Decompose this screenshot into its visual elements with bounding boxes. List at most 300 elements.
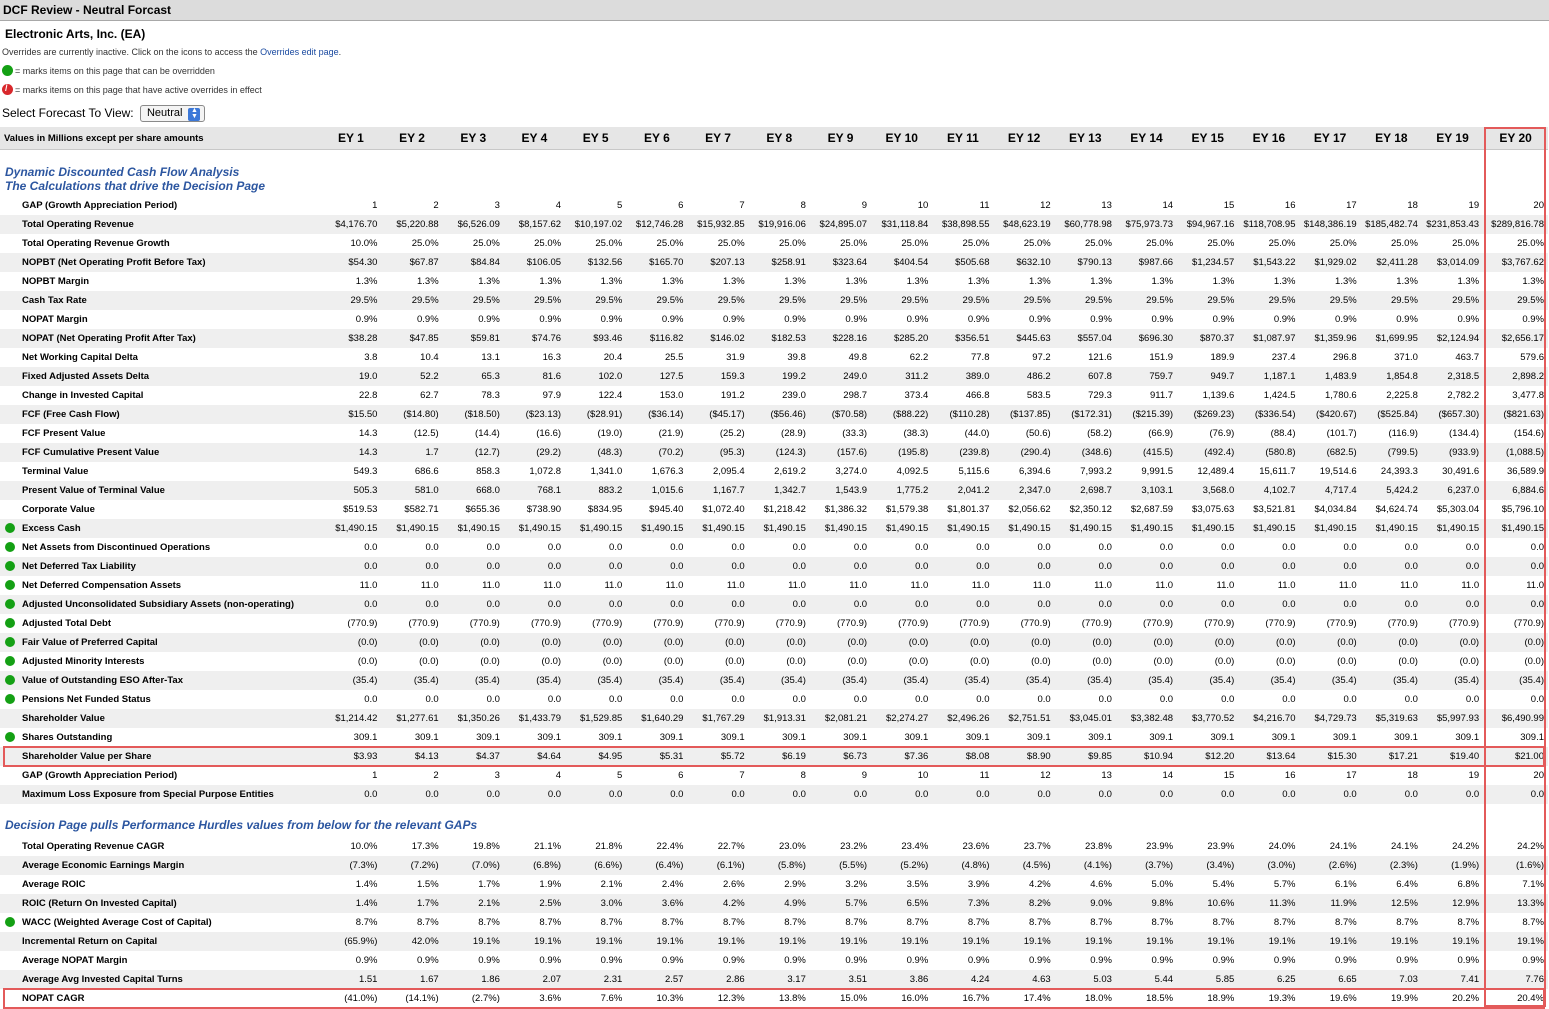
cell-value: 25.0% (717, 238, 745, 249)
row-label (0, 951, 320, 970)
cell-value: 6.1% (1335, 879, 1357, 890)
cell-value: $19.40 (1422, 747, 1483, 766)
window-title: DCF Review - Neutral Forcast (0, 0, 1549, 21)
row-label (0, 989, 320, 1008)
cell-value: 2,619.2 (774, 466, 806, 477)
cell-value: $1,490.15 (1116, 519, 1177, 538)
cell-value: 298.7 (843, 390, 868, 401)
cell-value: (770.9) (1081, 618, 1112, 629)
cell-value: $1,490.15 (381, 519, 442, 538)
cell-value: 2,041.2 (932, 481, 993, 500)
cell-value: $1,234.57 (1177, 253, 1238, 272)
cell-value: (25.2) (719, 428, 745, 439)
row-label (0, 576, 320, 595)
row-label-text: NOPBT (Net Operating Profit Before Tax) (22, 257, 206, 268)
cell-value: 1 (372, 770, 378, 781)
cell-value: (35.4) (1055, 671, 1116, 690)
table-row (0, 215, 1548, 234)
row-label-text: Maximum Loss Exposure from Special Purpose Entities (22, 789, 274, 800)
cell-value: (16.6) (536, 428, 562, 439)
table-row (0, 690, 1548, 709)
row-label-text: ROIC (Return On Invested Capital) (22, 898, 177, 909)
cell-value: $5,220.88 (381, 215, 442, 234)
override-icon[interactable] (5, 637, 15, 647)
cell-value: 9.0% (1055, 894, 1116, 913)
row-label (0, 671, 320, 690)
cell-value: 309.1 (1271, 732, 1296, 743)
cell-value: (580.8) (1238, 443, 1299, 462)
cell-value: 11.0 (726, 580, 745, 591)
table-row (0, 614, 1548, 633)
cell-value: 0.9% (417, 314, 439, 325)
cell-value: 5 (616, 200, 623, 211)
cell-value: $10.94 (1116, 747, 1177, 766)
cell-value: 0.0 (1483, 785, 1548, 804)
cell-value: 309.1 (476, 732, 500, 743)
year-header: EY 1 (320, 127, 381, 150)
cell-value: 0.9% (845, 955, 868, 966)
cell-value: 0.9% (539, 955, 562, 966)
green-legend (2, 65, 215, 76)
cell-value: (0.0) (1398, 656, 1418, 667)
row-label-text: Shares Outstanding (22, 732, 113, 743)
cell-value: 309.1 (1149, 732, 1174, 743)
cell-value: 24.0% (1268, 841, 1296, 852)
forecast-select[interactable] (140, 105, 205, 122)
cell-value: 2.4% (661, 879, 684, 890)
forecast-select-value: Neutral (146, 107, 183, 119)
cell-value: (5.2%) (871, 856, 932, 875)
cell-value: $21.00 (1483, 747, 1548, 766)
cell-value: $5.31 (626, 747, 687, 766)
cell-value: 583.5 (1026, 390, 1051, 401)
override-icon[interactable] (5, 561, 15, 571)
cell-value: 0.9% (1396, 314, 1418, 325)
cell-value: 1,483.9 (1300, 367, 1361, 386)
cell-value: 8.7% (661, 917, 684, 928)
cell-value: 0.0 (1238, 557, 1299, 576)
row-label-text: Cash Tax Rate (22, 295, 87, 306)
row-label (0, 329, 320, 348)
cell-value: ($14.80) (381, 405, 442, 424)
cell-value: 24.2% (1517, 841, 1544, 852)
cell-value: (66.9) (1148, 428, 1174, 439)
cell-value: 1.3% (723, 276, 745, 287)
cell-value: $445.63 (993, 329, 1054, 348)
cell-value: 1.3% (1522, 276, 1544, 287)
cell-value: (0.0) (687, 633, 748, 652)
cell-value: 0.0 (547, 542, 562, 553)
cell-value: 11.9% (1300, 894, 1361, 913)
cell-value: (35.4) (1238, 671, 1299, 690)
cell-value: (95.3) (687, 443, 748, 462)
cell-value: 0.9% (600, 314, 623, 325)
cell-value: 2,095.4 (712, 466, 745, 477)
override-icon[interactable] (5, 618, 15, 628)
cell-value: 3.2% (845, 879, 868, 890)
cell-value: $94,967.16 (1177, 215, 1238, 234)
cell-value: 1.5% (417, 879, 439, 890)
cell-value: $3,045.01 (1055, 709, 1116, 728)
cell-value: 0.9% (1029, 955, 1051, 966)
cell-value: 1,424.5 (1263, 390, 1296, 401)
table-row (0, 538, 1548, 557)
cell-value: 0.0 (1530, 542, 1544, 553)
cell-value: (770.9) (530, 618, 562, 629)
cell-value: (348.6) (1055, 443, 1116, 462)
override-icon[interactable] (5, 542, 15, 552)
cell-value: 8.7% (1457, 917, 1480, 928)
overrides-edit-link[interactable]: Overrides edit page (260, 47, 339, 57)
cell-value: 5 (616, 770, 623, 781)
table-row (0, 557, 1548, 576)
cell-value: 25.5 (664, 352, 684, 363)
table-header-row (0, 127, 1548, 150)
cell-value: 8.7% (723, 917, 745, 928)
cell-value: (0.0) (381, 633, 442, 652)
cell-value: 17.4% (1023, 993, 1051, 1004)
year-header: EY 3 (443, 127, 504, 150)
cell-value: 2.9% (784, 879, 806, 890)
override-icon[interactable] (5, 599, 15, 609)
cell-value: 1.3% (1273, 276, 1296, 287)
cell-value: $5,303.04 (1436, 504, 1480, 515)
cell-value: 0.0 (381, 785, 442, 804)
cell-value: 0.0 (1098, 694, 1112, 705)
cell-value: $289,816.78 (1483, 215, 1548, 234)
table-row (0, 875, 1548, 894)
override-icon[interactable] (5, 675, 15, 685)
cell-value: 22.7% (717, 841, 745, 852)
cell-value: 6,884.6 (1483, 481, 1548, 500)
cell-value: 911.7 (1150, 390, 1174, 401)
cell-value: $165.70 (626, 253, 687, 272)
cell-value: 0.9% (1335, 314, 1357, 325)
table-row (0, 766, 1548, 785)
cell-value: 20 (1533, 200, 1544, 211)
cell-value: (19.0) (597, 428, 623, 439)
row-label-text: Fixed Adjusted Assets Delta (22, 371, 150, 382)
cell-value: 0.9% (539, 314, 562, 325)
cell-value: (0.0) (908, 656, 929, 667)
row-label (0, 837, 320, 856)
cell-value: 19.1% (1055, 932, 1116, 951)
cell-value: $59.81 (443, 329, 504, 348)
cell-value: 463.7 (1455, 352, 1480, 363)
cell-value: 1.3% (1151, 276, 1174, 287)
cell-value: 0.0 (792, 694, 806, 705)
cell-value: $15.50 (320, 405, 381, 424)
cell-value: $60,778.98 (1055, 215, 1116, 234)
cell-value: 0.0 (1159, 694, 1174, 705)
cell-value: 29.5% (1422, 291, 1483, 310)
cell-value: 29.5% (932, 291, 993, 310)
row-label-text: NOPBT Margin (22, 276, 90, 287)
table-row (0, 310, 1548, 329)
cell-value: 5.4% (1212, 879, 1235, 890)
cell-value: 19.1% (626, 932, 687, 951)
cell-value: 19.1% (993, 932, 1054, 951)
cell-value: 0.0 (1343, 694, 1357, 705)
cell-value: 1.3% (661, 276, 684, 287)
cell-value: 24,393.3 (1380, 466, 1418, 477)
cell-value: 19.1% (1361, 932, 1422, 951)
override-icon[interactable] (5, 580, 15, 590)
cell-value: $519.53 (343, 504, 378, 515)
cell-value: 0.9% (600, 955, 623, 966)
cell-value: 29.5% (443, 291, 504, 310)
override-icon[interactable] (5, 694, 15, 704)
cell-value: $1,490.15 (1238, 519, 1299, 538)
cell-value: 0.0 (993, 595, 1054, 614)
cell-value: $1,490.15 (626, 519, 687, 538)
cell-value: 2,347.0 (993, 481, 1054, 500)
cell-value: 29.5% (381, 291, 442, 310)
cell-value: 8.7% (1151, 917, 1174, 928)
cell-value: 0.0 (504, 785, 565, 804)
cell-value: (0.0) (1092, 656, 1112, 667)
cell-value: (2.6%) (1300, 856, 1361, 875)
cell-value: 0.0 (1300, 557, 1361, 576)
cell-value: 29.5% (1055, 291, 1116, 310)
cell-value: 11.0 (1461, 580, 1480, 591)
cell-value: 18.9% (1207, 993, 1235, 1004)
cell-value: (415.5) (1116, 443, 1177, 462)
cell-value: 2,898.2 (1483, 367, 1548, 386)
cell-value: 2.1% (600, 879, 623, 890)
cell-value: $1,913.31 (749, 709, 810, 728)
cell-value: 29.5% (320, 291, 381, 310)
cell-value: 29.5% (993, 291, 1054, 310)
cell-value: 309.1 (659, 732, 684, 743)
cell-value: 4.6% (1090, 879, 1112, 890)
cell-value: $8,157.62 (504, 215, 565, 234)
cell-value: 858.3 (476, 466, 500, 477)
cell-value: (0.0) (320, 633, 381, 652)
overrides-note-text: Overrides are currently inactive. Click on the icons to access the (2, 47, 261, 57)
cell-value: 0.0 (810, 785, 871, 804)
cell-value: ($56.46) (749, 405, 810, 424)
cell-value: 0.0 (1465, 694, 1480, 705)
cell-value: (770.9) (1326, 618, 1357, 629)
cell-value: 24.2% (1452, 841, 1480, 852)
cell-value: 5.0% (1151, 879, 1174, 890)
cell-value: 11.0 (665, 580, 684, 591)
cell-value: $323.64 (810, 253, 871, 272)
cell-value: $1,490.15 (504, 519, 565, 538)
cell-value: 30,491.6 (1442, 466, 1480, 477)
cell-value: (770.9) (898, 618, 929, 629)
row-label (0, 690, 320, 709)
cell-value: $9.85 (1055, 747, 1116, 766)
row-label (0, 709, 320, 728)
cell-value: (50.6) (1025, 428, 1051, 439)
overrides-note-suffix: . (338, 47, 342, 57)
cell-value: 1.3% (417, 276, 439, 287)
row-label (0, 747, 320, 766)
section-title: Dynamic Discounted Cash Flow Analysis (5, 165, 240, 179)
cell-value: $17.21 (1361, 747, 1422, 766)
cell-value: (35.4) (1116, 671, 1177, 690)
cell-value: 0.9% (1522, 955, 1544, 966)
cell-value: (770.9) (408, 618, 439, 629)
cell-value: 0.9% (417, 955, 439, 966)
cell-value: 0.0 (1465, 542, 1480, 553)
cell-value: $5,997.93 (1422, 709, 1483, 728)
cell-value: $38.28 (320, 329, 381, 348)
cell-value: $19,916.06 (749, 215, 810, 234)
cell-value: 18.0% (1084, 993, 1112, 1004)
red-legend-text: = marks items on this page that have active overrides in effect (15, 85, 262, 95)
year-header: EY 14 (1116, 127, 1177, 150)
cell-value: 189.9 (1210, 352, 1235, 363)
cell-value: 10.0% (350, 238, 378, 249)
cell-value: $4.64 (504, 747, 565, 766)
cell-value: 8.7% (1335, 917, 1357, 928)
cell-value: $1,543.22 (1238, 253, 1299, 272)
cell-value: $2,056.62 (1008, 504, 1051, 515)
cell-value: 11.0 (604, 580, 623, 591)
cell-value: 20 (1533, 770, 1544, 781)
cell-value: 8 (800, 200, 806, 211)
cell-value: 6 (678, 770, 684, 781)
cell-value: 0.0 (626, 785, 687, 804)
cell-value: (0.0) (1177, 633, 1238, 652)
cell-value: 3 (494, 200, 500, 211)
cell-value: 0.0 (1116, 595, 1177, 614)
cell-value: (28.9) (781, 428, 806, 439)
cell-value: (7.3%) (320, 856, 381, 875)
cell-value: 0.0 (443, 557, 504, 576)
override-icon[interactable] (5, 917, 15, 927)
cell-value: 309.1 (1210, 732, 1235, 743)
cell-value: 0.0 (320, 785, 381, 804)
cell-value: 309.1 (1088, 732, 1112, 743)
cell-value: 0.0 (915, 694, 929, 705)
cell-value: $4,216.70 (1238, 709, 1299, 728)
cell-value: 11.0 (1032, 580, 1051, 591)
cell-value: 22.4% (656, 841, 684, 852)
cell-value: 309.1 (965, 732, 990, 743)
cell-value: 11.0 (1155, 580, 1174, 591)
cell-value: 10.4 (420, 352, 439, 363)
cell-value: (35.4) (810, 671, 871, 690)
cell-value: 20.4 (603, 352, 623, 363)
cell-value: 0.9% (661, 314, 684, 325)
row-label (0, 462, 320, 481)
cell-value: $1,490.15 (320, 519, 381, 538)
cell-value: 1.3% (600, 276, 623, 287)
cell-value: 7,993.2 (1080, 466, 1112, 477)
cell-value: 22.8 (358, 390, 378, 401)
override-icon[interactable] (5, 656, 15, 666)
row-label (0, 519, 320, 538)
cell-value: $5,796.10 (1501, 504, 1544, 515)
cell-value: (0.0) (871, 633, 932, 652)
cell-value: (0.0) (357, 656, 378, 667)
cell-value: (195.8) (871, 443, 932, 462)
table-row (0, 747, 1548, 766)
cell-value: (770.9) (1142, 618, 1174, 629)
cell-value: 29.5% (810, 291, 871, 310)
cell-value: 883.2 (565, 481, 626, 500)
cell-value: 25.0% (1084, 238, 1112, 249)
cell-value: (44.0) (964, 428, 990, 439)
cell-value: $1,490.15 (932, 519, 993, 538)
cell-value: $3,770.52 (1177, 709, 1238, 728)
cell-value: 0.0 (1037, 694, 1051, 705)
override-icon[interactable] (5, 523, 15, 533)
cell-value: 36,589.9 (1507, 466, 1544, 477)
cell-value: (770.9) (1449, 618, 1480, 629)
cell-value: 1,342.7 (749, 481, 810, 500)
cell-value: 29.5% (1361, 291, 1422, 310)
cell-value: 19.1% (1238, 932, 1299, 951)
cell-value: 0.9% (967, 314, 990, 325)
cell-value: 19.1% (1300, 932, 1361, 951)
cell-value: 11 (979, 200, 990, 211)
row-label-text: Net Assets from Discontinued Operations (22, 542, 211, 553)
cell-value: 0.0 (1177, 595, 1238, 614)
table-row (0, 462, 1548, 481)
cell-value: 0.9% (661, 955, 684, 966)
cell-value: 11.0 (971, 580, 990, 591)
cell-value: 16.0% (901, 993, 929, 1004)
cell-value: 15 (1223, 770, 1235, 781)
table-row (0, 652, 1548, 671)
cell-value: 0.0 (425, 694, 439, 705)
cell-value: (65.9%) (320, 932, 381, 951)
cell-value: 0.9% (1273, 955, 1296, 966)
cell-value: (770.9) (836, 618, 868, 629)
cell-value: (0.0) (1483, 633, 1548, 652)
cell-value: 10.0% (350, 841, 378, 852)
cell-value: 309.1 (843, 732, 868, 743)
cell-value: (770.9) (959, 618, 990, 629)
row-label (0, 932, 320, 951)
cell-value: $1,490.15 (1300, 519, 1361, 538)
cell-value: (0.0) (847, 656, 868, 667)
cell-value: 1.3% (478, 276, 500, 287)
cell-value: 3.6% (626, 894, 687, 913)
cell-value: 1.3% (906, 276, 929, 287)
cell-value: (770.9) (1020, 618, 1051, 629)
cell-value: (770.9) (347, 618, 378, 629)
cell-value: $207.13 (687, 253, 748, 272)
cell-value: (799.5) (1361, 443, 1422, 462)
cell-value: $228.16 (810, 329, 871, 348)
cell-value: 10 (917, 200, 929, 211)
cell-value: 2.5% (504, 894, 565, 913)
cell-value: (0.0) (565, 633, 626, 652)
cell-value: 25.0% (1517, 238, 1544, 249)
cell-value: 607.8 (1055, 367, 1116, 386)
cell-value: 549.3 (353, 466, 378, 477)
cell-value: (0.0) (1361, 633, 1422, 652)
row-label-text: GAP (Growth Appreciation Period) (22, 200, 178, 211)
table-row (0, 424, 1548, 443)
cell-value: 0.0 (853, 694, 868, 705)
cell-value: 5.7% (1273, 879, 1296, 890)
cell-value: (0.0) (1238, 633, 1299, 652)
cell-value: (35.4) (381, 671, 442, 690)
cell-value: 6.5% (871, 894, 932, 913)
cell-value: 191.2 (720, 390, 745, 401)
cell-value: 0.0 (1177, 785, 1238, 804)
override-icon[interactable] (5, 732, 15, 742)
cell-value: 8.7% (355, 917, 378, 928)
cell-value: $148,386.19 (1300, 215, 1361, 234)
